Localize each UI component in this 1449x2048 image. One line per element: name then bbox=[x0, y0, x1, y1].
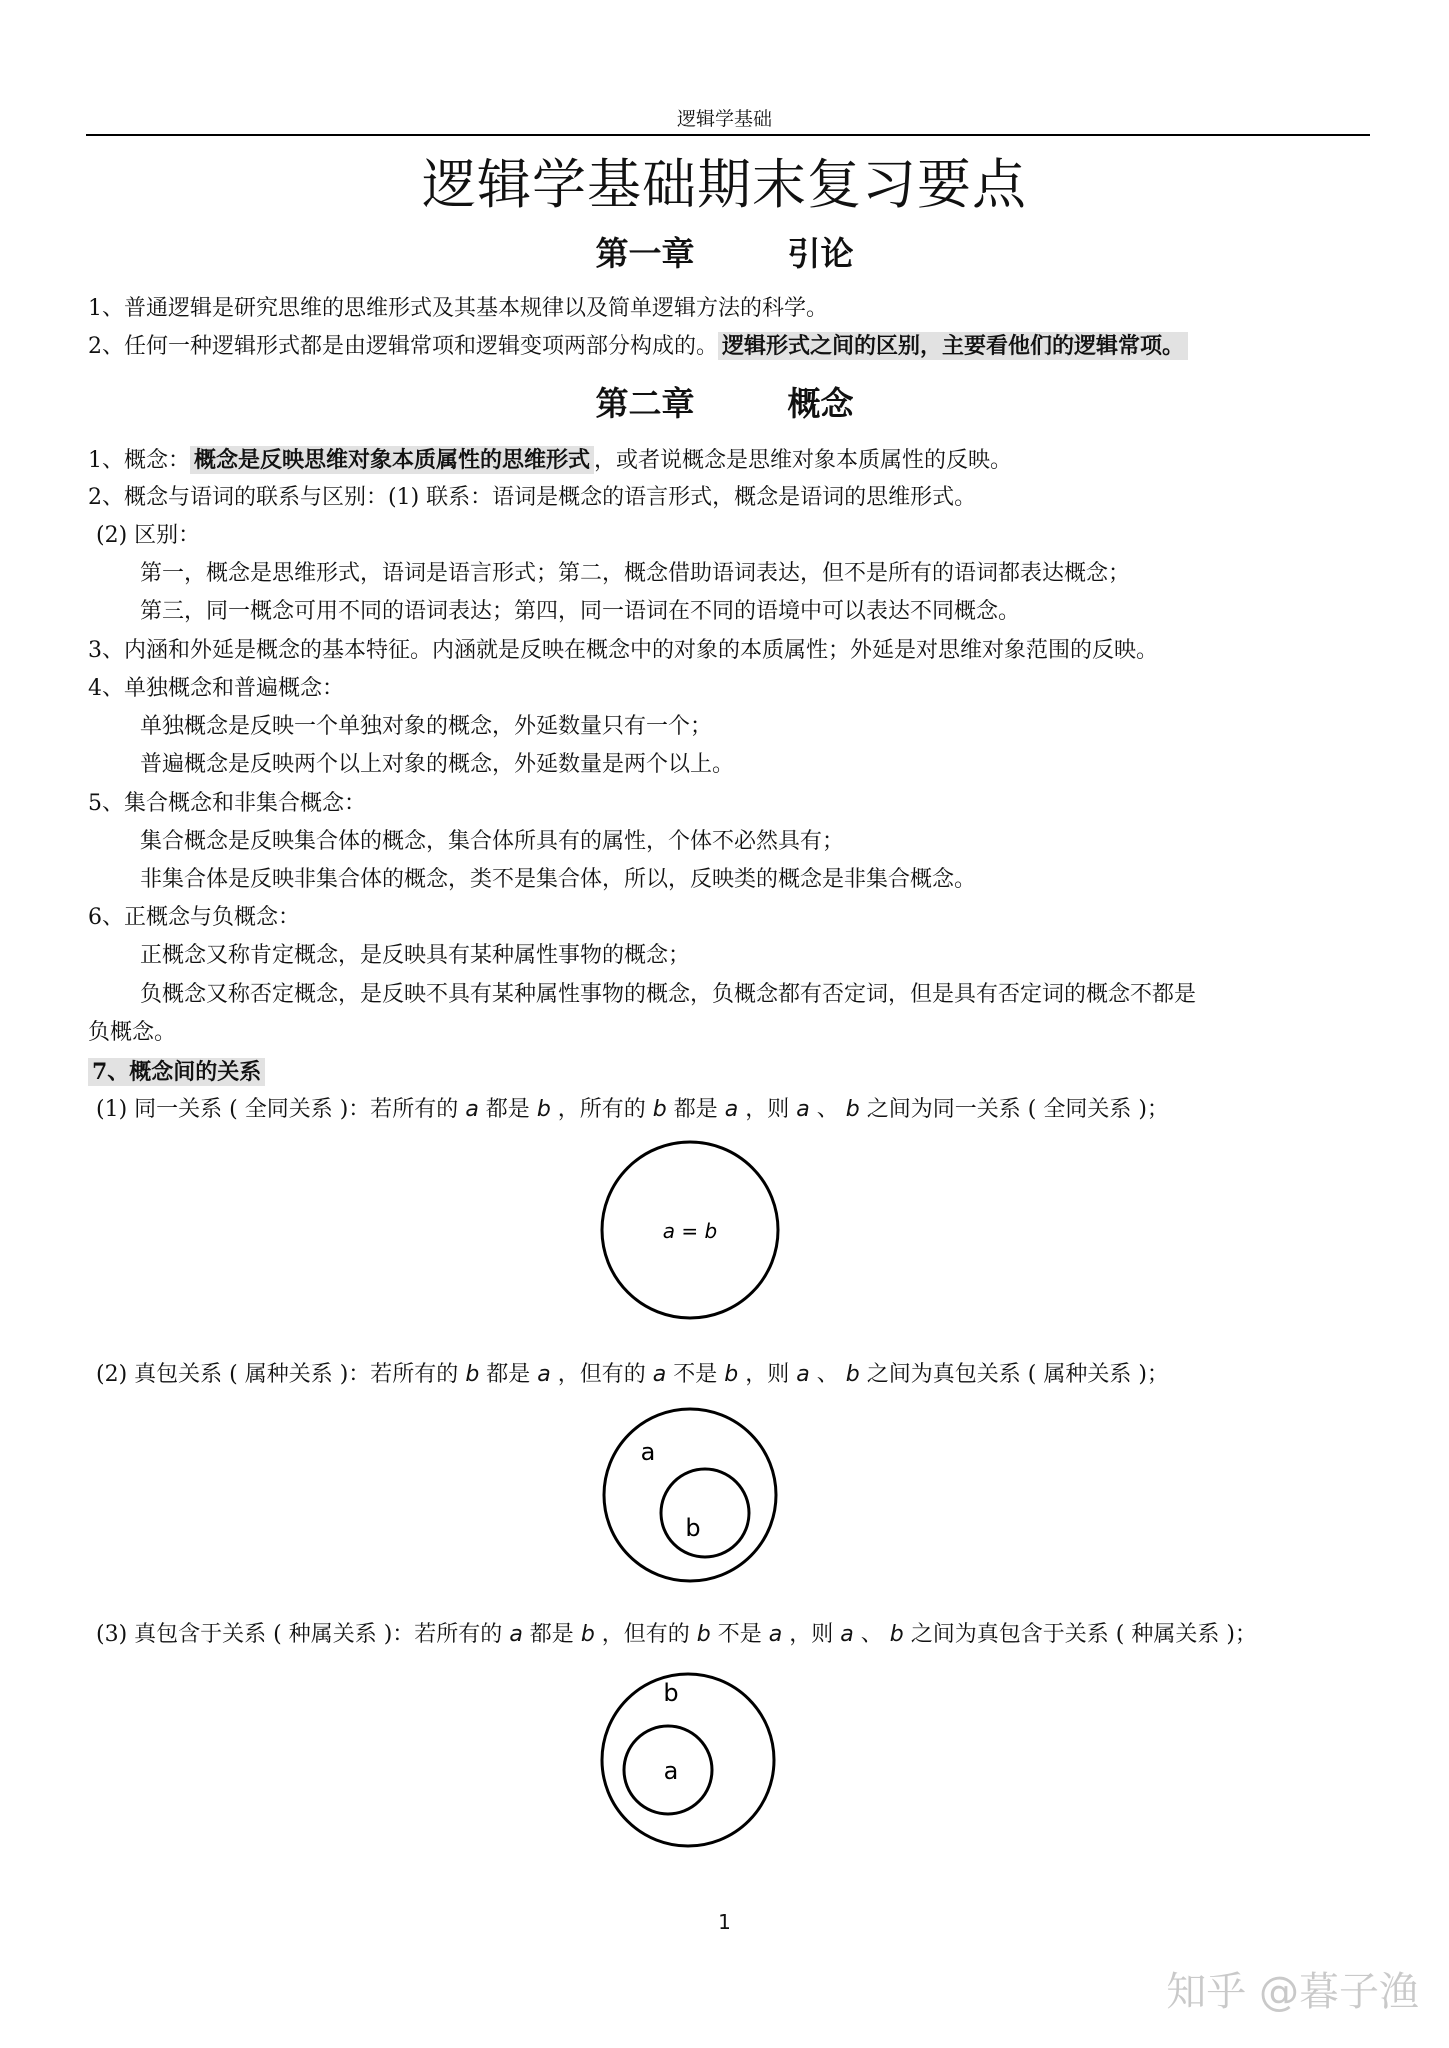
ch2-paragraph-2b: (2) 区别： bbox=[96, 523, 201, 548]
ch1-paragraph-2 bbox=[88, 331, 1188, 362]
watermark: 知乎 @暮子渔 bbox=[1166, 1969, 1419, 2015]
ch2-p1-suffix: ，或者说概念是思维对象本质属性的反映。 bbox=[594, 448, 1013, 473]
ch2-paragraph-4a: 单独概念是反映一个单独对象的概念，外延数量只有一个； bbox=[140, 714, 713, 739]
r3-sep: 、 bbox=[860, 1622, 883, 1647]
r3-var-a3: a bbox=[840, 1622, 854, 1647]
chapter2-number: 第二章 bbox=[595, 384, 695, 423]
r2-sep: 、 bbox=[816, 1362, 839, 1387]
r1-var-b3: b bbox=[845, 1097, 860, 1122]
r3-var-a2: a bbox=[768, 1622, 783, 1647]
proper-inclusion-diagram bbox=[580, 1400, 800, 1590]
r1-var-b: b bbox=[536, 1097, 551, 1122]
r1-mid3: 都是 bbox=[673, 1097, 718, 1122]
r3-post: 之间为真包含于关系 ( 种属关系 )； bbox=[910, 1622, 1257, 1647]
r2-var-a: a bbox=[537, 1362, 551, 1387]
inner-circle-b bbox=[661, 1469, 749, 1557]
r1-mid4: ，则 bbox=[745, 1097, 790, 1122]
r2-var-b2: b bbox=[724, 1362, 739, 1387]
ch2-paragraph-1 bbox=[88, 445, 1012, 476]
r2-var-b3: b bbox=[845, 1362, 860, 1387]
r3-mid4: ，则 bbox=[789, 1622, 834, 1647]
ch2-paragraph-5: 5、集合概念和非集合概念： bbox=[88, 791, 366, 816]
page-number: 1 bbox=[718, 1910, 731, 1934]
r1-var-a: a bbox=[465, 1097, 479, 1122]
identity-label: a = b bbox=[662, 1219, 718, 1243]
r1-sep: 、 bbox=[816, 1097, 839, 1122]
r1-var-a2: a bbox=[724, 1097, 739, 1122]
r3-mid3: 不是 bbox=[717, 1622, 762, 1647]
ch2-p7-highlight: 7、概念间的关系 bbox=[88, 1058, 265, 1086]
ch2-paragraph-6a: 正概念又称肯定概念，是反映具有某种属性事物的概念； bbox=[140, 943, 691, 968]
r3-var-b2: b bbox=[696, 1622, 711, 1647]
r1-var-a3: a bbox=[796, 1097, 810, 1122]
document-title: 逻辑学基础期末复习要点 bbox=[422, 153, 1027, 216]
chapter1-name: 引论 bbox=[787, 234, 854, 273]
identity-relation-diagram bbox=[580, 1130, 800, 1330]
ch2-paragraph-6b: 负概念又称否定概念，是反映不具有某种属性事物的概念，负概念都有否定词，但是具有否定词的概念不都是 bbox=[140, 982, 1197, 1007]
chapter2-heading bbox=[0, 378, 1449, 425]
r2-var-a3: a bbox=[796, 1362, 810, 1387]
r3-var-a: a bbox=[509, 1622, 523, 1647]
r3-mid1: 都是 bbox=[529, 1622, 574, 1647]
outer-label-b: b bbox=[663, 1679, 679, 1707]
outer-label-a: a bbox=[640, 1438, 656, 1466]
running-header: 逻辑学基础 bbox=[676, 108, 772, 130]
included-in-diagram bbox=[580, 1665, 800, 1855]
r3-mid2: ，但有的 bbox=[601, 1622, 690, 1647]
r3-var-b3: b bbox=[889, 1622, 904, 1647]
relation-1-text bbox=[96, 1095, 1169, 1125]
inner-label-b: b bbox=[685, 1514, 701, 1542]
outer-circle-b bbox=[602, 1674, 774, 1846]
r3-var-b: b bbox=[580, 1622, 595, 1647]
r1-post: 之间为同一关系 ( 全同关系 )； bbox=[866, 1097, 1169, 1122]
r1-mid2: ，所有的 bbox=[557, 1097, 646, 1122]
r2-mid2: ，但有的 bbox=[557, 1362, 646, 1387]
ch1-paragraph-1: 1、普通逻辑是研究思维的思维形式及其基本规律以及简单逻辑方法的科学。 bbox=[88, 296, 828, 321]
ch2-paragraph-4b: 普遍概念是反映两个以上对象的概念，外延数量是两个以上。 bbox=[140, 752, 735, 777]
ch2-paragraph-6: 6、正概念与负概念： bbox=[88, 905, 300, 930]
ch2-p1-prefix: 1、概念： bbox=[88, 448, 190, 473]
r1-mid1: 都是 bbox=[485, 1097, 530, 1122]
ch2-paragraph-6c: 负概念。 bbox=[88, 1020, 177, 1045]
r2-mid3: 不是 bbox=[673, 1362, 718, 1387]
r1-var-b2: b bbox=[652, 1097, 667, 1122]
ch2-paragraph-4: 4、单独概念和普遍概念： bbox=[88, 676, 344, 701]
r2-var-b: b bbox=[465, 1362, 480, 1387]
chapter1-heading bbox=[0, 228, 1449, 275]
r2-mid4: ，则 bbox=[745, 1362, 790, 1387]
r2-pre: (2) 真包关系 ( 属种关系 )：若所有的 bbox=[96, 1362, 459, 1387]
r2-post: 之间为真包关系 ( 属种关系 )； bbox=[866, 1362, 1169, 1387]
ch2-paragraph-7 bbox=[88, 1057, 265, 1088]
r2-var-a2: a bbox=[652, 1362, 667, 1387]
ch2-paragraph-2d: 第三，同一概念可用不同的语词表达；第四，同一语词在不同的语境中可以表达不同概念。 bbox=[140, 599, 1021, 624]
ch2-paragraph-2c: 第一，概念是思维形式，语词是语言形式；第二，概念借助语词表达，但不是所有的语词都表达概念； bbox=[140, 561, 1131, 586]
r2-mid1: 都是 bbox=[486, 1362, 531, 1387]
chapter1-number: 第一章 bbox=[595, 234, 695, 273]
inner-label-a: a bbox=[663, 1757, 679, 1785]
ch2-paragraph-3: 3、内涵和外延是概念的基本特征。内涵就是反映在概念中的对象的本质属性；外延是对思维对象范围的反映。 bbox=[88, 638, 1159, 663]
chapter2-name: 概念 bbox=[787, 384, 854, 423]
r1-pre: (1) 同一关系 ( 全同关系 )：若所有的 bbox=[96, 1097, 459, 1122]
ch2-paragraph-5b: 非集合体是反映非集合体的概念，类不是集合体，所以，反映类的概念是非集合概念。 bbox=[140, 867, 977, 892]
ch2-paragraph-2: 2、概念与语词的联系与区别：(1) 联系：语词是概念的语言形式，概念是语词的思维形式。 bbox=[88, 485, 977, 510]
ch1-p2-highlight: 逻辑形式之间的区别，主要看他们的逻辑常项。 bbox=[718, 332, 1188, 360]
ch2-paragraph-5a: 集合概念是反映集合体的概念，集合体所具有的属性，个体不必然具有； bbox=[140, 829, 845, 854]
relation-2-text bbox=[96, 1360, 1169, 1390]
header-rule bbox=[86, 134, 1370, 136]
relation-3-text bbox=[96, 1620, 1257, 1650]
ch1-p2-text: 2、任何一种逻辑形式都是由逻辑常项和逻辑变项两部分构成的。 bbox=[88, 334, 718, 359]
ch2-p1-highlight: 概念是反映思维对象本质属性的思维形式 bbox=[190, 446, 594, 474]
r3-pre: (3) 真包含于关系 ( 种属关系 )：若所有的 bbox=[96, 1622, 503, 1647]
